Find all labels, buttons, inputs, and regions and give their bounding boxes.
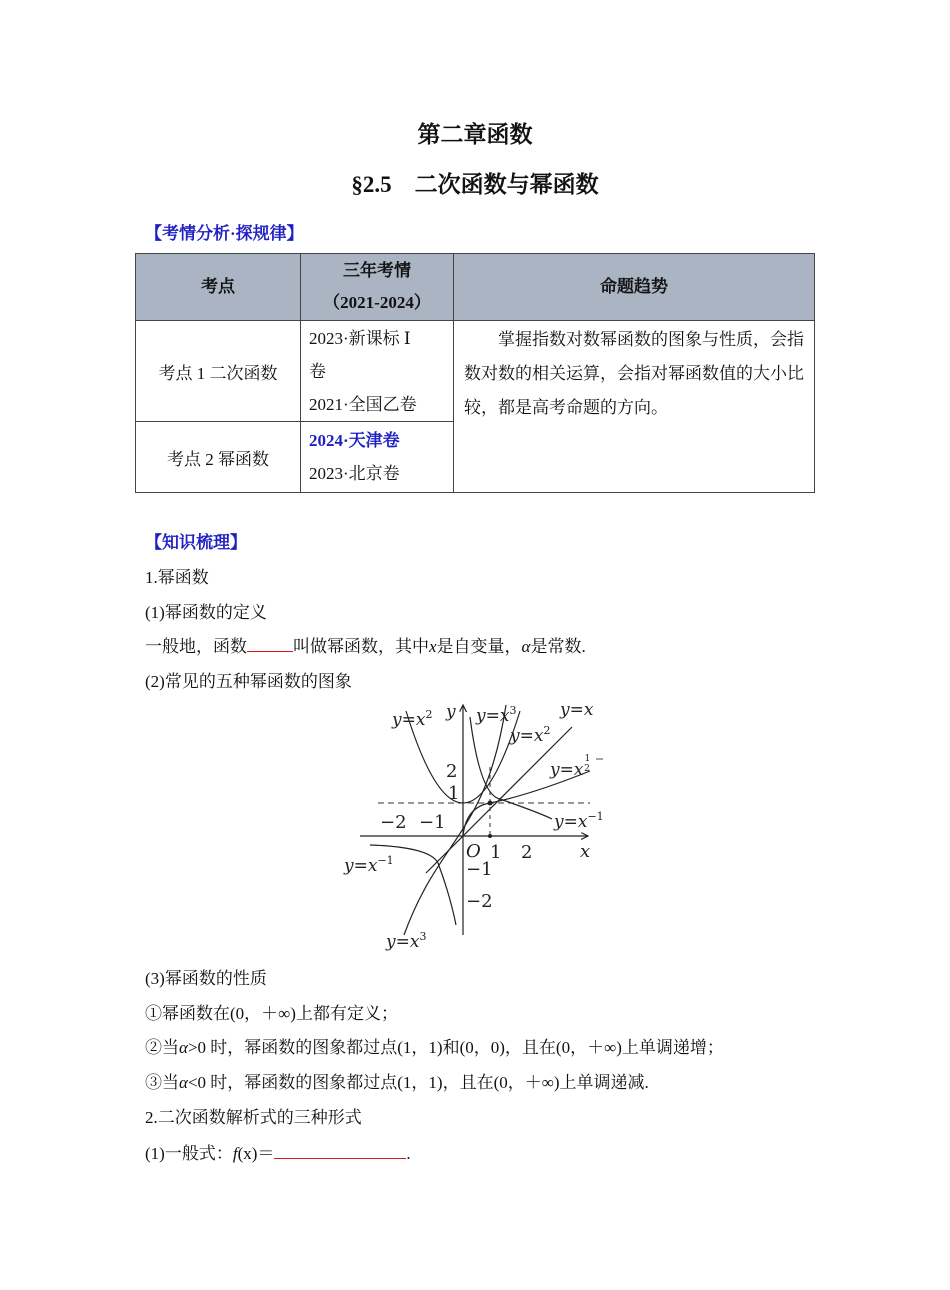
row2-years — [301, 422, 454, 493]
label-y-axis: y — [446, 702, 456, 722]
row1-year-b: 卷 — [309, 361, 326, 381]
label-inverse-right: $y=x^{-1}$ — [554, 810, 604, 832]
line-definition — [145, 632, 586, 657]
analysis-heading: 【考情分析·探规律】 — [145, 224, 304, 243]
header-years-line2: （2021-2024） — [323, 293, 431, 312]
knowledge-heading: 【知识梳理】 — [145, 533, 247, 552]
label-sqrt: $y=x^1$ 2 — [550, 754, 591, 780]
table-header-row — [136, 254, 815, 321]
prop3-alpha: α — [179, 1073, 188, 1092]
prop2-alpha: α — [179, 1038, 188, 1057]
tick-y-neg1: −1 — [466, 859, 493, 880]
general-pre: (1)一般式： — [145, 1144, 233, 1163]
line-property-2 — [145, 1033, 724, 1058]
label-x2: $y=x^2$ — [392, 708, 433, 730]
general-x: (x)＝ — [237, 1144, 275, 1163]
point-1-0 — [488, 834, 492, 838]
prop2-pre: ②当 — [145, 1038, 179, 1057]
line-definition-title: (1)幂函数的定义 — [145, 603, 267, 622]
tick-y-1: 1 — [448, 783, 460, 804]
header-years — [301, 254, 454, 321]
trend-cell: 掌握指数对数幂函数的图象与性质，会指数对数的相关运算，会指对幂函数值的大小比较，都是高考命题的方向。 — [454, 321, 815, 493]
line-properties-title: (3)幂函数的性质 — [145, 969, 267, 988]
prop3-post: <0 时，幂函数的图象都过点(1，1)，且在(0，＋∞)上单调递减. — [187, 1073, 649, 1092]
line-property-1: ①幂函数在(0，＋∞)上都有定义； — [145, 1004, 398, 1023]
label-x2-inner: $y=x^2$ — [510, 724, 551, 746]
tick-x-1: 1 — [490, 842, 502, 863]
prop2-post: >0 时，幂函数的图象都过点(1，1)和(0，0)，且在(0，＋∞)上单调递增； — [187, 1038, 724, 1057]
power-function-graph — [340, 695, 610, 957]
tick-y-neg2: −2 — [466, 891, 493, 912]
header-trend: 命题趋势 — [454, 254, 815, 321]
fill-in-blank — [247, 635, 293, 652]
line-quadratic-forms: 2.二次函数解析式的三种形式 — [145, 1108, 362, 1127]
fill-in-blank — [274, 1142, 406, 1159]
header-point: 考点 — [136, 254, 301, 321]
tick-x-neg2: −2 — [380, 812, 407, 833]
section-title: §2.5 二次函数与幂函数 — [351, 172, 599, 197]
table-row — [136, 321, 815, 422]
exam-analysis-table — [135, 253, 815, 493]
tick-x-neg1: −1 — [419, 812, 446, 833]
line-general-form — [145, 1139, 411, 1164]
tick-x-2: 2 — [521, 842, 533, 863]
row1-point: 考点 1 二次函数 — [136, 321, 301, 422]
line-graph-title: (2)常见的五种幂函数的图象 — [145, 672, 352, 691]
def-post: 是常数. — [530, 637, 586, 656]
def-x: x — [429, 637, 437, 656]
label-origin: O — [466, 841, 481, 862]
label-x3-top: $y=x^3$ — [476, 704, 517, 726]
def-alpha: α — [521, 637, 531, 656]
row2-point: 考点 2 幂函数 — [136, 422, 301, 493]
line-power-function: 1.幂函数 — [145, 568, 209, 587]
row2-year-highlight: 2024·天津卷 — [309, 431, 400, 450]
prop3-pre: ③当 — [145, 1073, 179, 1092]
header-years-line1: 三年考情 — [343, 261, 411, 280]
label-inverse-left: $y=x^{-1}$ — [344, 854, 394, 876]
general-f: f — [232, 1144, 238, 1163]
def-mid2: 是自变量， — [436, 637, 522, 656]
label-x: y=x — [560, 700, 594, 720]
row2-year-a: 2023·北京卷 — [309, 464, 400, 483]
line-property-3 — [145, 1068, 649, 1093]
label-x3-bottom: $y=x^3$ — [386, 930, 427, 952]
def-mid: 叫做幂函数，其中 — [293, 637, 429, 656]
tick-y-2: 2 — [446, 761, 458, 782]
chapter-title: 第二章函数 — [417, 122, 533, 147]
row1-years — [301, 321, 454, 422]
general-post: . — [406, 1144, 411, 1163]
row1-year-c: 2021·全国乙卷 — [309, 394, 417, 414]
label-x-axis: x — [580, 841, 591, 862]
def-pre: 一般地，函数 — [145, 637, 247, 656]
row1-year-a: 2023·新课标 Ⅰ — [309, 328, 411, 348]
